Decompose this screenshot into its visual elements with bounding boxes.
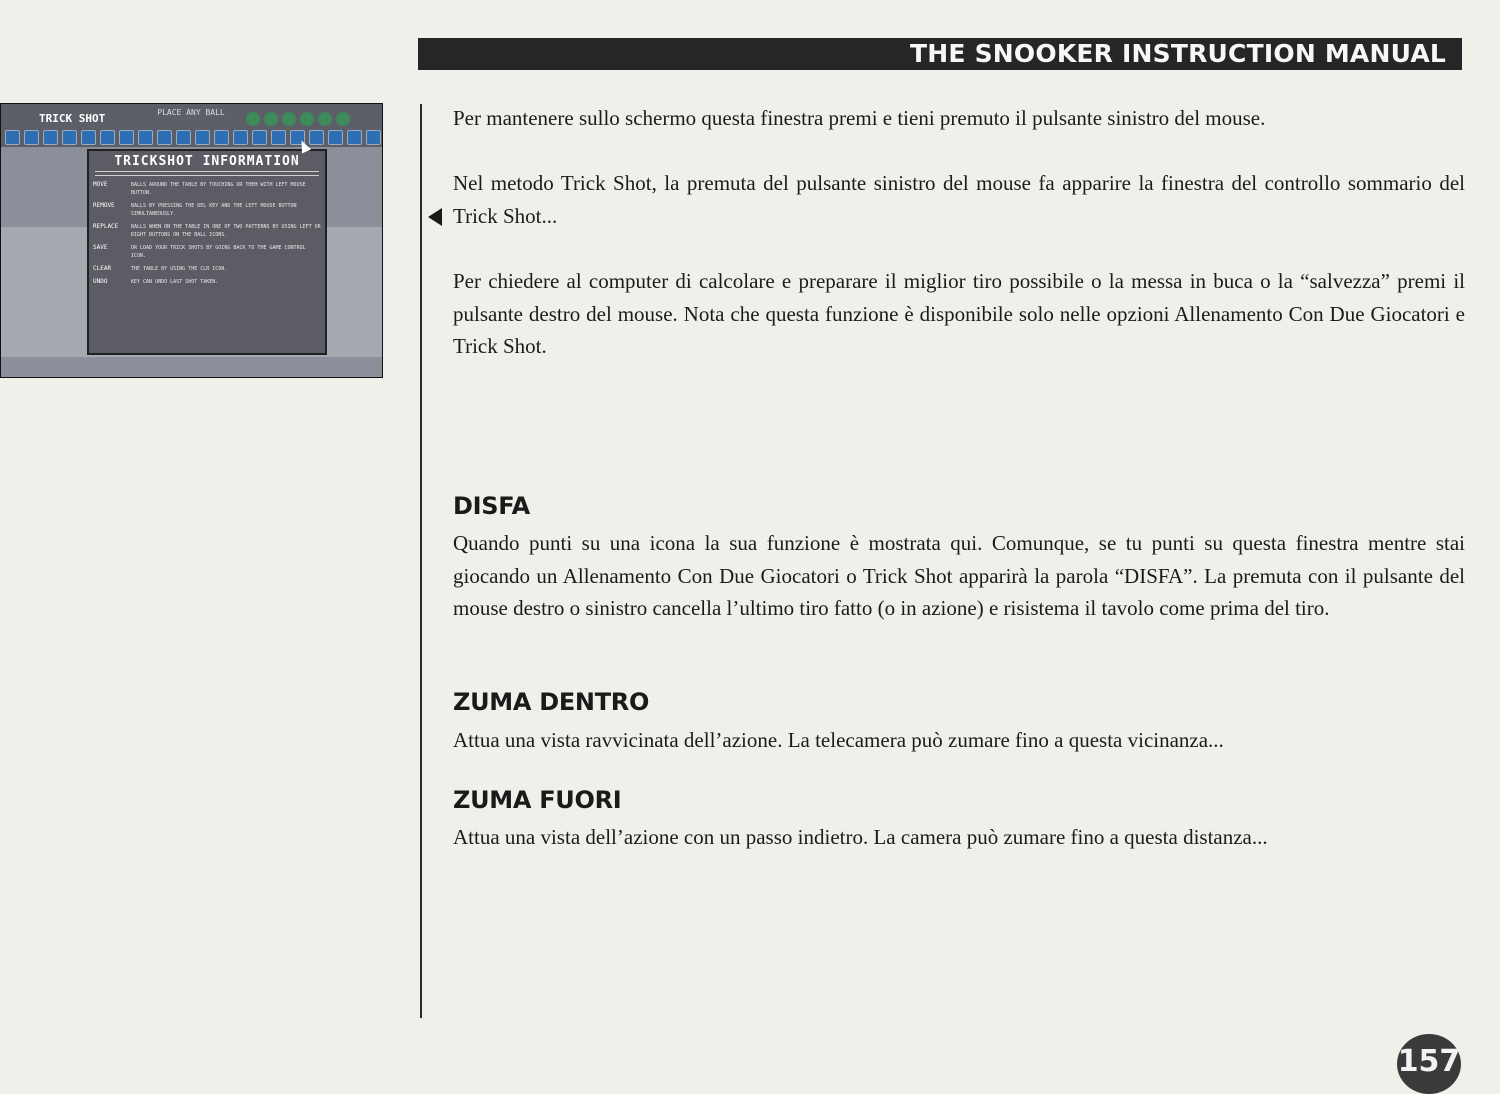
ball-icon bbox=[264, 112, 278, 126]
info-window bbox=[87, 149, 327, 355]
info-row-key: UNDO bbox=[93, 278, 108, 285]
toolbar-icon bbox=[43, 130, 58, 145]
page-number: 157 bbox=[1397, 1034, 1461, 1094]
mode-label: TRICK SHOT bbox=[39, 112, 106, 125]
section-text-zuma-fuori: Attua una vista dell’azione con un passo indietro. La camera può zumare fino a questa distanza... bbox=[453, 825, 1268, 849]
toolbar-icon bbox=[214, 130, 229, 145]
toolbar-icon bbox=[5, 130, 20, 145]
info-row-text: OR LOAD YOUR TRICK SHOTS BY GOING BACK TO THE GAME CONTROL ICON. bbox=[131, 245, 306, 259]
toolbar-icon bbox=[271, 130, 286, 145]
toolbar-icon bbox=[81, 130, 96, 145]
heading-zuma-fuori: ZUMA FUORI bbox=[453, 786, 622, 814]
pointer-arrow-icon bbox=[428, 208, 442, 226]
toolbar-icon bbox=[62, 130, 77, 145]
toolbar-icon bbox=[347, 130, 362, 145]
section-text-disfa: Quando punti su una icona la sua funzione è mostrata qui. Comunque, se tu punti su questa finestra mentre stai giocando un Allenamento Con Due Giocatori o Trick Shot apparirà la parola “DISFA”. La premuta con il pulsante del mouse destro o sinistro cancella l’ultimo tiro fatto (o in azione) e risistema il tavolo come prima del tiro. bbox=[453, 531, 1465, 620]
toolbar-icon bbox=[366, 130, 381, 145]
ball-icon bbox=[300, 112, 314, 126]
toolbar-icon bbox=[233, 130, 248, 145]
toolbar-icon bbox=[119, 130, 134, 145]
header-bar bbox=[418, 38, 1462, 70]
toolbar-icon bbox=[24, 130, 39, 145]
ball-icons bbox=[246, 112, 350, 126]
info-rows bbox=[93, 181, 321, 291]
info-row-key: REPLACE bbox=[93, 223, 119, 230]
info-row-key: CLEAR bbox=[93, 265, 112, 272]
divider bbox=[95, 171, 319, 172]
paragraph-best-shot: Per chiedere al computer di calcolare e preparare il miglior tiro possibile o la messa in buca o la “salvezza” premi il pulsante destro del mouse. Nota che questa funzione è disponibile solo nelle opzioni Allenamento Con Due Giocatori e Trick Shot. bbox=[453, 269, 1465, 358]
column-divider bbox=[420, 104, 422, 1018]
toolbar-icon bbox=[157, 130, 172, 145]
game-icon-row bbox=[5, 130, 381, 145]
ball-icon bbox=[246, 112, 260, 126]
info-row-text: BALLS AROUND THE TABLE BY TOUCHING OR THEM WITH LEFT MOUSE BUTTON. bbox=[131, 182, 306, 196]
info-row bbox=[93, 244, 321, 260]
page-header-title: THE SNOOKER INSTRUCTION MANUAL bbox=[910, 39, 1446, 68]
toolbar-icon bbox=[100, 130, 115, 145]
info-row-key: SAVE bbox=[93, 244, 108, 251]
info-row bbox=[93, 223, 321, 239]
toolbar-icon bbox=[138, 130, 153, 145]
toolbar-icon bbox=[176, 130, 191, 145]
trickshot-screenshot bbox=[0, 103, 383, 378]
ball-icon bbox=[336, 112, 350, 126]
paragraph-hold-window: Per mantenere sullo schermo questa finestra premi e tieni premuto il pulsante sinistro del mouse. bbox=[453, 106, 1266, 130]
info-row bbox=[93, 181, 321, 197]
info-row-text: BALLS WHEN ON THE TABLE IN ONE OF TWO PATTERNS BY USING LEFT OR RIGHT BUTTONS ON THE BALL ICONS. bbox=[131, 224, 321, 238]
ball-icon bbox=[318, 112, 332, 126]
toolbar-icon bbox=[309, 130, 324, 145]
info-row bbox=[93, 265, 321, 273]
divider bbox=[95, 175, 319, 176]
game-toolbar bbox=[1, 104, 382, 147]
toolbar-icon bbox=[195, 130, 210, 145]
info-row-text: THE TABLE BY USING THE CLR ICON. bbox=[131, 266, 228, 272]
info-row-key: REMOVE bbox=[93, 202, 115, 209]
info-row bbox=[93, 278, 321, 286]
info-row-text: BALLS BY PRESSING THE DEL KEY AND THE LEFT MOUSE BUTTON SIMULTANEOUSLY. bbox=[131, 203, 297, 217]
info-row bbox=[93, 202, 321, 218]
toolbar-icon bbox=[252, 130, 267, 145]
toolbar-icon bbox=[328, 130, 343, 145]
heading-zuma-dentro: ZUMA DENTRO bbox=[453, 688, 650, 716]
info-window-title: TRICKSHOT INFORMATION bbox=[114, 154, 300, 169]
place-ball-label: PLACE ANY BALL bbox=[157, 108, 225, 117]
heading-disfa: DISFA bbox=[453, 492, 530, 520]
ball-icon bbox=[282, 112, 296, 126]
info-row-key: MOVE bbox=[93, 181, 108, 188]
paragraph-trick-shot: Nel metodo Trick Shot, la premuta del pulsante sinistro del mouse fa apparire la finestra del controllo sommario del Trick Shot... bbox=[453, 171, 1465, 228]
info-row-text: KEY CAN UNDO LAST SHOT TAKEN. bbox=[131, 279, 219, 285]
section-text-zuma-dentro: Attua una vista ravvicinata dell’azione. La telecamera può zumare fino a questa vicinanza... bbox=[453, 728, 1224, 752]
